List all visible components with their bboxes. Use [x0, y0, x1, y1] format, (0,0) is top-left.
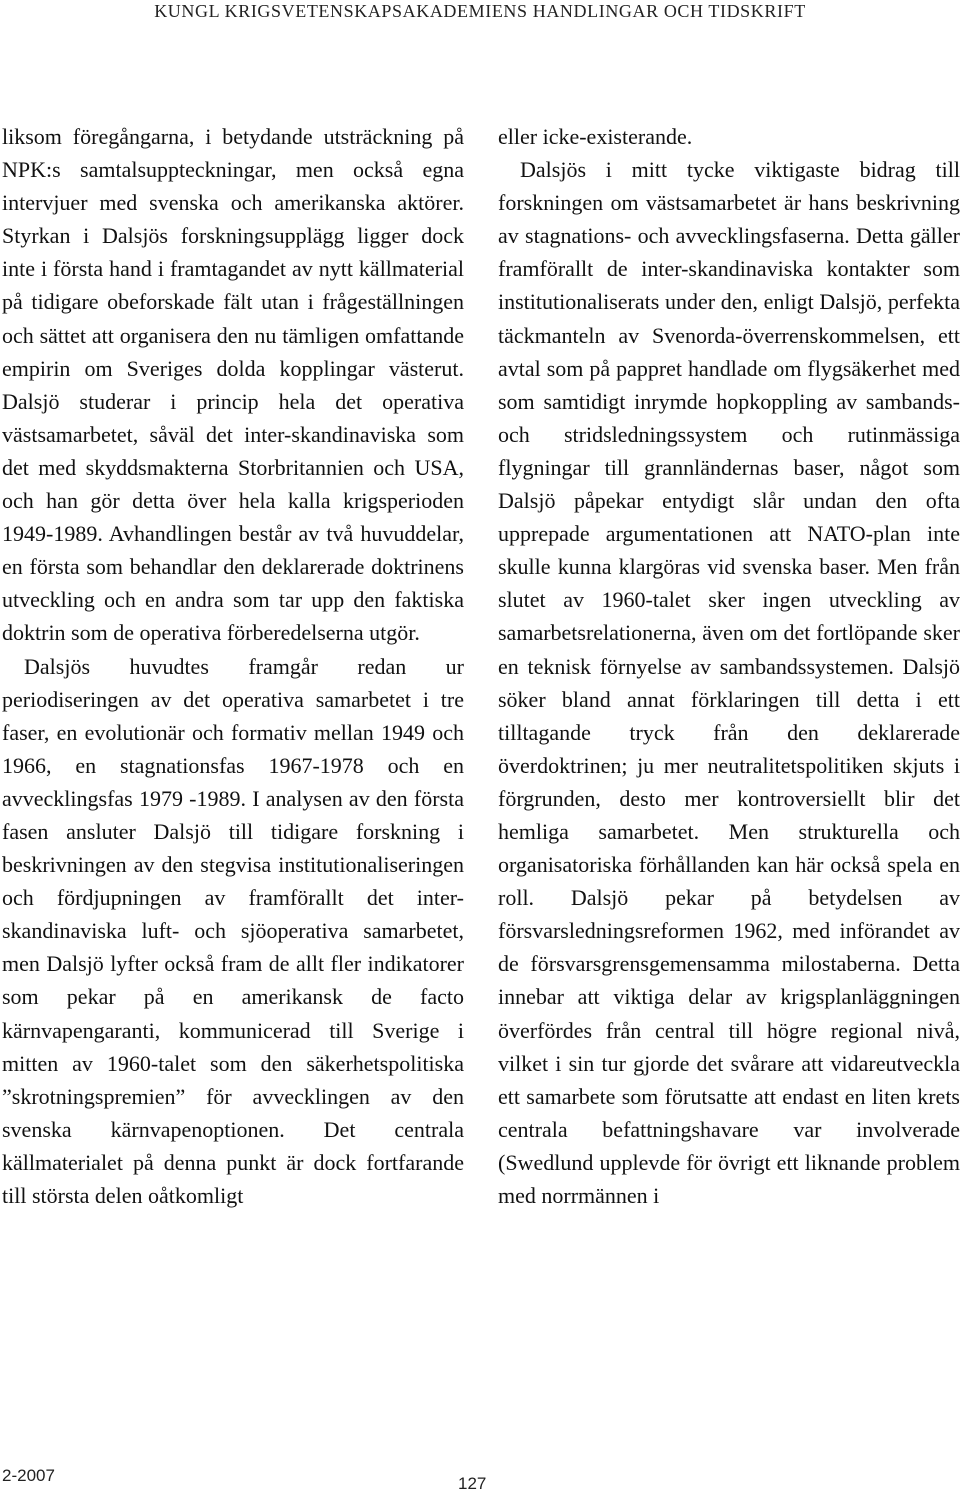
right-text-column [498, 120, 960, 1212]
left-text-column [2, 120, 464, 1212]
left-paragraph-2: Dalsjös huvudtes framgår redan ur periodiseringen av det operativa samarbetet i tre faser, en evolutionär och formativ mellan 1949 och 1966, en stagnationsfas 1967-1978 och en avvecklingsfas 1979 -1989. I analysen av den första fasen ansluter Dalsjö till tidigare forskning i beskrivningen av den stegvisa institutionaliseringen och fördjupningen av framförallt det inter-skandinaviska luft- och sjöoperativa samarbetet, men Dalsjö lyfter också fram de allt fler indikatorer som pekar på en amerikansk de facto kärnvapengaranti, kommunicerad till Sverige i mitten av 1960-talet som den säkerhetspolitiska ”skrotningspremien” för avvecklingen av den svenska kärnvapenoptionen. Det centrala källmaterialet på denna punkt är dock fortfarande till största delen oåtkomligt [2, 653, 464, 1208]
left-paragraph-1: liksom föregångarna, i betydande utsträckning på NPK:s samtalsuppteckningar, men också egna intervjuer med svenska och amerikanska aktörer. Styrkan i Dalsjös forskningsupplägg ligger dock inte i första hand i framtagandet av nytt källmaterial på tidigare obeforskade fält utan i frågeställningen och sättet att organisera den nu tämligen omfattande empirin om Sveriges dolda kopplingar västerut. Dalsjö studerar i princip hela det operativa västsamarbetet, såväl det inter-skandinaviska som det med skyddsmakterna Storbritannien och USA, och han gör detta över hela kalla krigsperioden 1949-1989. Avhandlingen består av två huvuddelar, en första som behandlar den deklarerade doktrinens utveckling och en andra som tar upp den faktiska doktrin som de operativa förberedelserna utgör. [2, 124, 464, 646]
running-header: KUNGL KRIGSVETENSKAPSAKADEMIENS HANDLINGAR OCH TIDSKRIFT [154, 1, 806, 21]
right-paragraph-1: eller icke-existerande. [498, 124, 693, 149]
page-number: 127 [458, 1474, 487, 1493]
issue-number: 2-2007 [2, 1466, 55, 1485]
right-paragraph-2: Dalsjös i mitt tycke viktigaste bidrag till forskningen om västsamarbetet är hans beskrivning av stagnations- och avvecklingsfaserna. Detta gäller framförallt de inter-skandinaviska kontakter som institutionaliserats under den, enligt Dalsjö, perfekta täckmanteln av Svenorda-överrenskommelsen, ett avtal som på pappret handlade om flygsäkerhet med som samtidigt inrymde hopkoppling av sambands- och stridsledningssystem och rutinmässiga flygningar till grannländernas baser, något som Dalsjö påpekar entydigt slår undan den ofta upprepade argumentationen att NATO-plan inte skulle kunna klargöras vid svenska baser. Men från slutet av 1960-talet sker ingen utveckling av samarbetsrelationerna, även om det fortlöpande sker en teknisk förnyelse av sambandssystemen. Dalsjö söker bland annat förklaringen till detta i ett tilltagande tryck från den deklarerade överdoktrinen; ju mer neutralitetspolitiken skjuts i förgrunden, desto mer kontroversiellt blir det hemliga samarbetet. Men strukturella och organisatoriska förhållanden kan här också spela en roll. Dalsjö pekar på betydelsen av försvarsledningsreformen 1962, med införandet av de försvarsgrensgemensamma milostaberna. Detta innebar att viktiga delar av krigsplanläggningen överfördes från central till högre regional nivå, vilket i sin tur gjorde det svårare att vidareutveckla ett samarbete som förutsatte att endast en liten krets centrala befattningshavare var involverade (Swedlund upplevde för övrigt ett liknande problem med norrmännen i [498, 157, 960, 1208]
